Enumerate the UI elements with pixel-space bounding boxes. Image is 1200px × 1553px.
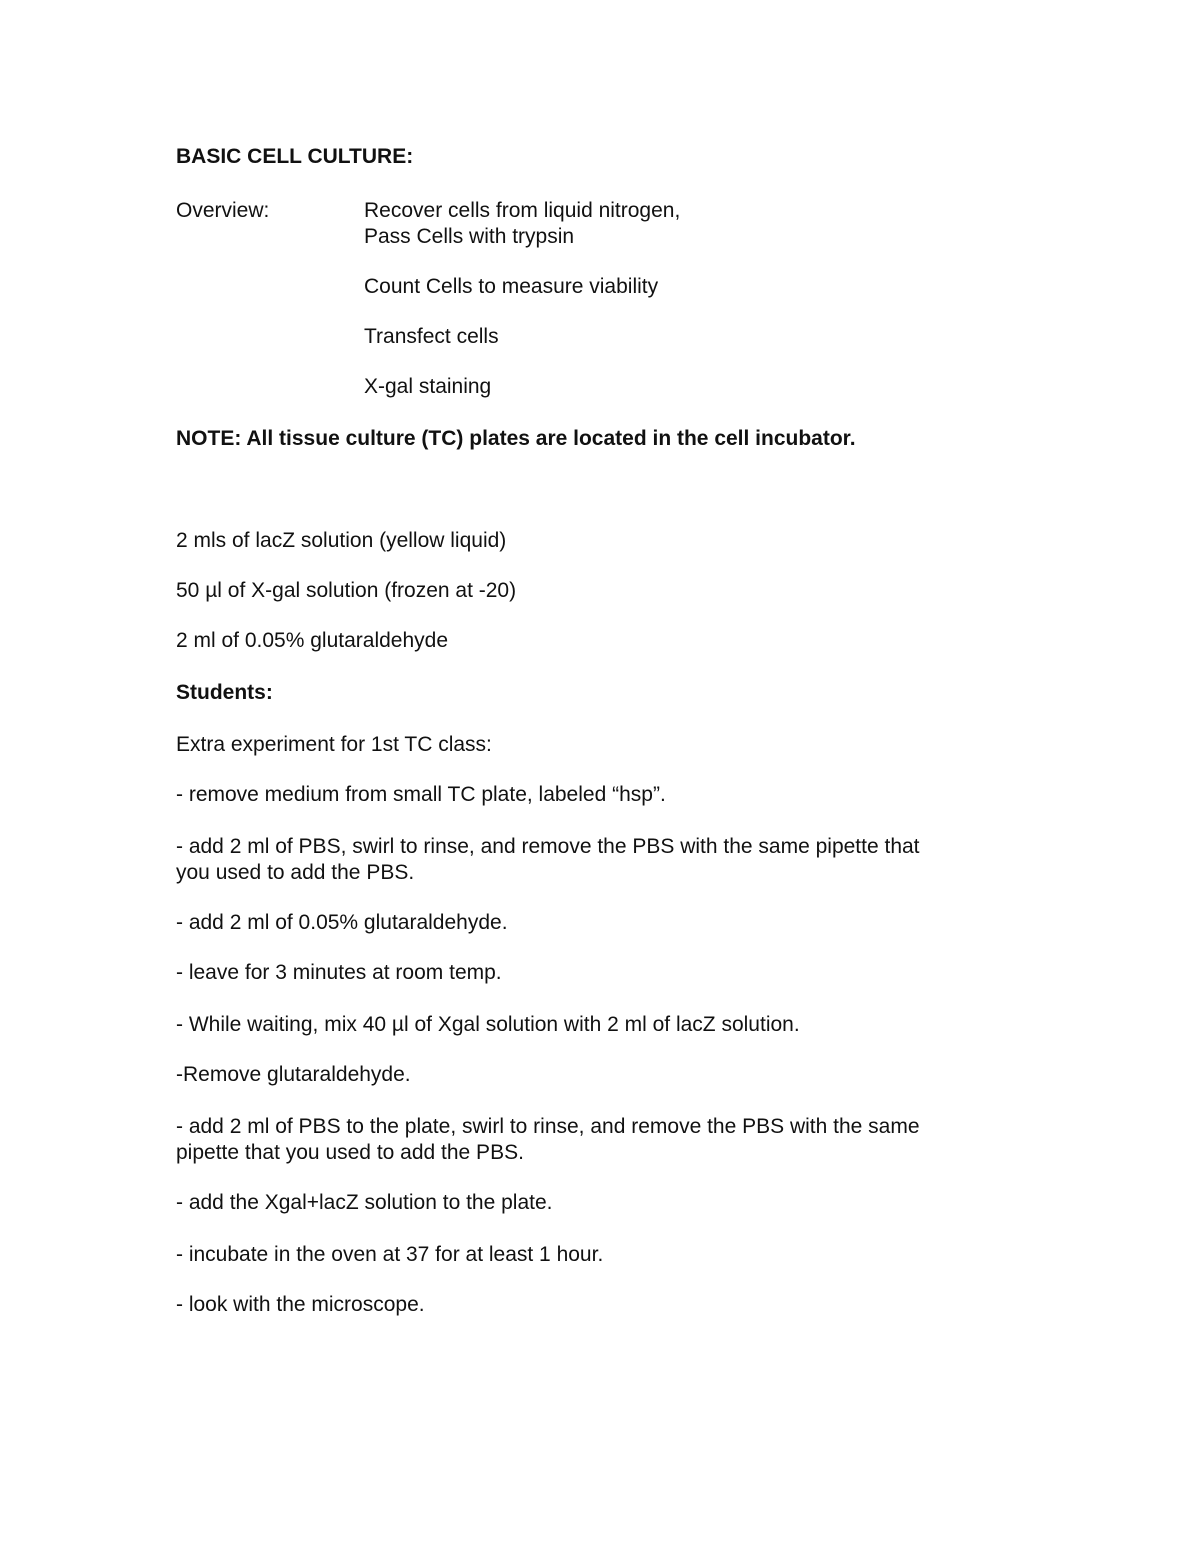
overview-item: X-gal staining xyxy=(364,375,492,398)
step-remove-glutaraldehyde: -Remove glutaraldehyde. xyxy=(176,1063,411,1086)
material-item: 2 ml of 0.05% glutaraldehyde xyxy=(176,629,449,652)
step-rinse-pbs-line1: - add 2 ml of PBS to the plate, swirl to rinse, and remove the PBS with the same xyxy=(176,1115,920,1138)
overview-item: Pass Cells with trypsin xyxy=(364,225,575,248)
step-add-pbs-line2: you used to add the PBS. xyxy=(176,861,415,884)
overview-item: Count Cells to measure viability xyxy=(364,275,659,298)
students-heading: Students: xyxy=(176,681,273,704)
note-text: NOTE: All tissue culture (TC) plates are located in the cell incubator. xyxy=(176,427,856,450)
overview-item: Transfect cells xyxy=(364,325,499,348)
document-title: BASIC CELL CULTURE: xyxy=(176,145,414,168)
step-wait: - leave for 3 minutes at room temp. xyxy=(176,961,502,984)
material-item: 2 mls of lacZ solution (yellow liquid) xyxy=(176,529,507,552)
step-microscope: - look with the microscope. xyxy=(176,1293,425,1316)
overview-label: Overview: xyxy=(176,199,270,222)
step-remove-medium: - remove medium from small TC plate, labeled “hsp”. xyxy=(176,783,666,806)
overview-item: Recover cells from liquid nitrogen, xyxy=(364,199,681,222)
extra-experiment-heading: Extra experiment for 1st TC class: xyxy=(176,733,492,756)
step-mix-xgal: - While waiting, mix 40 µl of Xgal solution with 2 ml of lacZ solution. xyxy=(176,1013,800,1036)
step-add-glutaraldehyde: - add 2 ml of 0.05% glutaraldehyde. xyxy=(176,911,508,934)
material-item: 50 µl of X-gal solution (frozen at -20) xyxy=(176,579,517,602)
step-incubate: - incubate in the oven at 37 for at least 1 hour. xyxy=(176,1243,604,1266)
step-rinse-pbs-line2: pipette that you used to add the PBS. xyxy=(176,1141,524,1164)
step-add-xgal-lacz: - add the Xgal+lacZ solution to the plate. xyxy=(176,1191,553,1214)
step-add-pbs-line1: - add 2 ml of PBS, swirl to rinse, and remove the PBS with the same pipette that xyxy=(176,835,920,858)
